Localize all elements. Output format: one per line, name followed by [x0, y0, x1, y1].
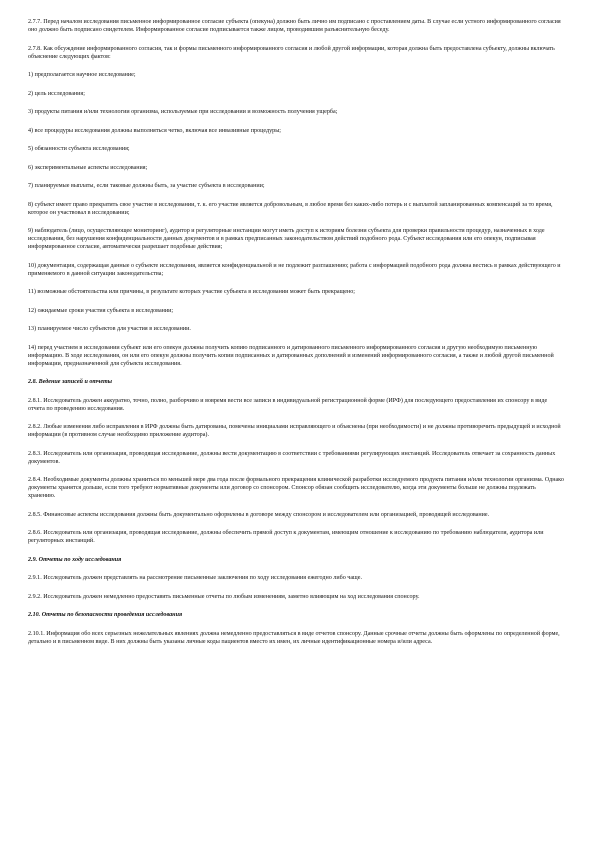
paragraph: 3) продукты питания и/или технологии организма, используемые при исследовании и возможность получения ущерба; [28, 109, 338, 115]
paragraph: 10) документация, содержащая данные о субъекте исследования, является конфиденциальной и не подлежит разглашению; работа с информацией подобного рода должна вестись в рамках действующего и применяемого в данной ситуации законодательства; [28, 262, 561, 277]
paragraph: 2.7.8. Как обсуждение информированного согласия, так и формы письменного информированного согласия и любой другой информации, которая должна быть предоставлена субъекту, должны включать объяснение следующих фактов: [28, 45, 555, 60]
paragraph: 2.9.2. Исследователь должен немедленно предоставить письменные отчеты по любым изменениям, заметно влияющим на ход исследования спонсору. [28, 593, 420, 600]
paragraph: 8) субъект имеет право прекратить свое участие в исследовании, т. к. его участие является добровольным, в любое время без каких-либо потерь и с выплатой запланированных компенсаций за то время, которое он участвовал в исследовании; [28, 201, 553, 216]
paragraph: 7) планируемые выплаты, если таковые должны быть, за участие субъекта в исследовании; [28, 183, 265, 189]
paragraph: 13) планируемое число субъектов для участия в исследовании. [28, 326, 191, 332]
document-page [28, 18, 564, 656]
paragraph: 9) наблюдатель (лицо, осуществляющее мониторинг), аудитор и регуляторные инстанции могут иметь доступ к историям болезни субъекта для проверки правильности процедур, назначенных в ходе исследования, без нарушения конфиденциальности данных документов и в рамках предписанных законодательством действий подобного рода. Субъект исследования или его опекун, подписывая информированное согласие, автоматически разрешает подобные действия; [28, 228, 545, 250]
paragraph: 12) ожидаемые сроки участия субъекта в исследовании; [28, 307, 174, 314]
paragraph: 2.8.3. Исследователь или организация, проводящая исследование, должны вести документацию в соответствии с требованиями регулирующих инстанций. Исследователь отвечает за сохранность данных документов. [28, 450, 556, 465]
paragraph: 2.7.7. Перед началом исследования письменное информированное согласие субъекта (опекуна) должно быть лично им подписано с проставлением даты. В случае если устного информированного согласия оно должно быть подписано свидетелем. Информированное согласие подписывается также лицом, проводившим разъяснительную беседу. [28, 19, 561, 33]
paragraph: 1) предполагается научное исследование; [28, 72, 136, 78]
section-heading: 2.8. Ведение записей и отчеты [28, 379, 112, 385]
paragraph: 2.9.1. Исследователь должен представлять на рассмотрение письменные заключения по ходу исследования ежегодно либо чаще. [28, 575, 362, 581]
paragraph: 5) обязанности субъекта исследования; [28, 146, 130, 152]
paragraph: 11) возможные обстоятельства или причины, в результате которых участие субъекта в исследовании может быть прекращено; [28, 289, 355, 295]
section-heading: 2.9. Отчеты по ходу исследования [28, 556, 122, 563]
paragraph: 6) экспериментальные аспекты исследования; [28, 164, 148, 171]
paragraph: 2) цель исследования; [28, 90, 85, 97]
paragraph: 2.8.1. Исследователь должен аккуратно, точно, полно, разборчиво и вовремя вести все записи в индивидуальной регистрационной форме (ИРФ) для последующего предоставления их спонсору в виде отчета по проведению исследования. [28, 397, 548, 412]
paragraph: 14) перед участием в исследовании субъект или его опекун должны получить копию подписанного и датированного письменного информированного согласия и другую необходимую письменную информацию. В ходе исследования, он или его опекун должны получить копии подписанных и датированных дополнений и изменений информированного согласия, а также и любой другой письменной информации, предназначенной для субъекта исследования. [28, 344, 554, 367]
section-heading: 2.10. Отчеты по безопасности проведения исследования [28, 612, 183, 618]
paragraph: 2.8.6. Исследователь или организация, проводящая исследование, должны обеспечить прямой доступ к документам, имеющим отношение к исследованию по требованию наблюдателя, аудитора или регуляторных инстанций. [28, 530, 544, 544]
paragraph: 2.8.2. Любые изменения либо исправления в ИРФ должны быть датированы, помечены инициалами исправляющего и объяснены (при необходимости) и не должны противоречить предыдущей и исходной информации (в противном случае необходимо приложение аудитора). [28, 424, 561, 438]
paragraph: 4) все процедуры исследования должны выполняться четко, включая все инвазивные процедуры; [28, 127, 282, 134]
paragraph: 2.10.1. Информация обо всех серьезных нежелательных явлениях должна немедленно предоставляться в виде отчетов спонсору. Данные срочные отчеты должны быть оформлены по определенной форме, детально и в письменном виде. В них должны быть указаны личные коды пациентов вместо их имен, их личные идентификационные номера и/или адреса. [28, 630, 560, 645]
paragraph: 2.8.4. Необходимые документы должны храниться по меньшей мере два года после формального прекращения клинической разработки исследуемого продукта питания и/или технологии организма. Однако документы хранятся дольше, если того требуют нормативные документы или договор со спонсором. Спонсор обязан сообщить исследователю, когда эти документы больше не должны подлежать хранению. [28, 477, 564, 499]
paragraph: 2.8.5. Финансовые аспекты исследования должны быть документально оформлены в договоре между спонсором и исследователем или организацией, проводящей исследование. [28, 511, 490, 518]
